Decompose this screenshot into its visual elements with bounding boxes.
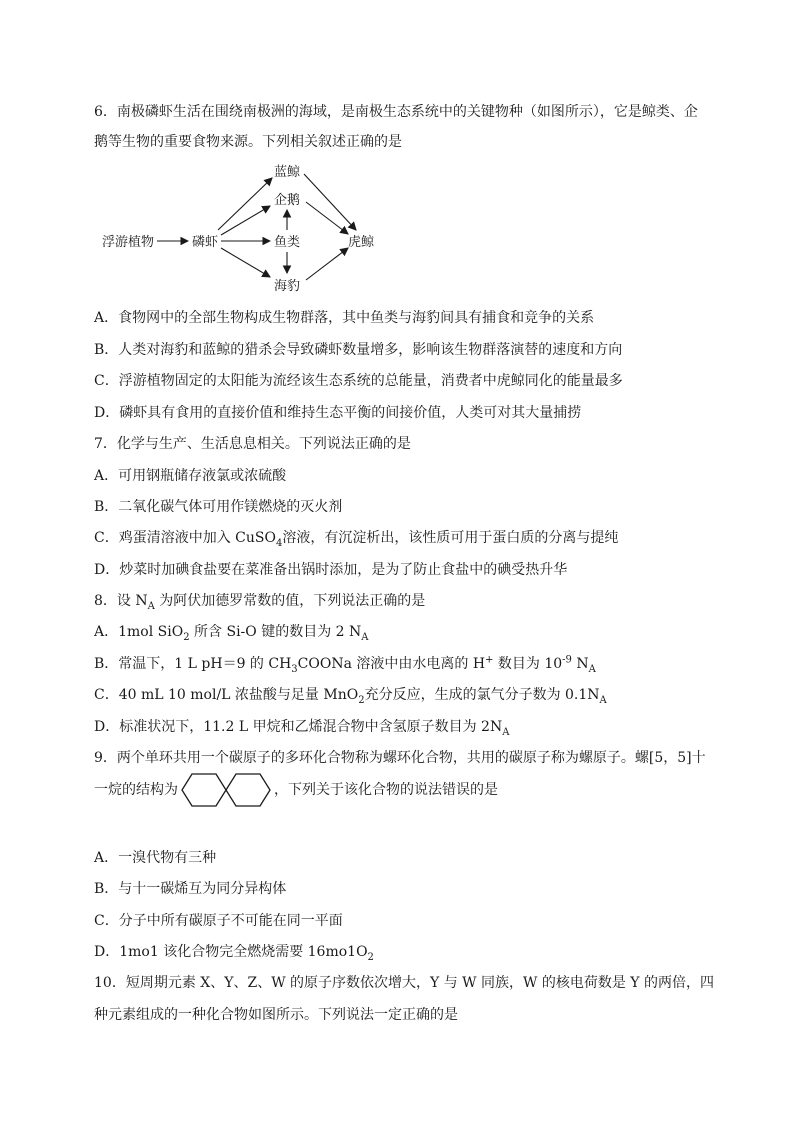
question-6-option-b: B．人类对海豹和蓝鲸的猎杀会导致磷虾数量增多，影响该生物群落演替的速度和方向 bbox=[94, 342, 623, 358]
q8b-mid2: 数目为 10 bbox=[493, 656, 563, 672]
question-8-option-c bbox=[94, 685, 734, 705]
q8b-pre: B．常温下，1 L pH＝9 的 CH bbox=[94, 656, 292, 672]
question-7-option-d: D．炒菜时加碘食盐要在菜准备出锅时添加，是为了防止食盐中的碘受热升华 bbox=[94, 562, 568, 578]
q8b-sup1: + bbox=[485, 654, 494, 666]
q9d-sub: 2 bbox=[367, 951, 374, 963]
question-9-line-1: 9．两个单环共用一个碳原子的多环化合物称为螺环化合物，共用的碳原子称为螺原子。螺[5，5]十 bbox=[94, 750, 706, 766]
question-6-line-1: 6．南极磷虾生活在围绕南极洲的海域，是南极生态系统中的关键物种（如图所示），它是鲸类、企 bbox=[94, 104, 698, 120]
spiro-undecane-structure bbox=[180, 772, 272, 808]
q8b-sup2: -9 bbox=[562, 654, 572, 666]
node-seal: 海豹 bbox=[274, 279, 301, 294]
node-penguin: 企鹅 bbox=[274, 193, 301, 208]
q8-stem-sub: A bbox=[147, 600, 155, 612]
question-8-option-d bbox=[94, 717, 734, 737]
q7c-post: 溶液，有沉淀析出，该性质可用于蛋白质的分离与提纯 bbox=[282, 530, 619, 546]
question-9-option-a: A．一溴代物有三种 bbox=[94, 850, 217, 866]
q8b-sub2: A bbox=[588, 663, 596, 675]
arrow-penguin-orca bbox=[306, 202, 348, 234]
question-10-line-1: 10．短周期元素 X、Y、Z、W 的原子序数依次增大，Y 与 W 同族，W 的核电荷数是 Y 的两倍，四 bbox=[94, 975, 715, 991]
question-9-option-b: B．与十一碳烯互为同分异构体 bbox=[94, 881, 287, 897]
q8d-pre: D．标准状况下，11.2 L 甲烷和乙烯混合物中含氢原子数目为 2N bbox=[94, 719, 503, 735]
q8a-sub2: A bbox=[361, 631, 369, 643]
question-7-option-a: A．可用钢瓶储存液氯或浓硫酸 bbox=[94, 468, 287, 484]
node-blue-whale: 蓝鲸 bbox=[274, 165, 301, 180]
question-7-option-c bbox=[94, 528, 734, 548]
q8b-mid1: COONa 溶液中由水电离的 H bbox=[297, 656, 486, 672]
arrow-bluewhale-orca bbox=[304, 174, 356, 230]
question-6-option-d: D．磷虾具有食用的直接价值和维持生态平衡的间接价值，人类可对其大量捕捞 bbox=[94, 405, 582, 421]
q8a-pre: A．1mol SiO bbox=[94, 624, 184, 640]
question-6-option-a: A．食物网中的全部生物构成生物群落，其中鱼类与海豹间具有捕食和竞争的关系 bbox=[94, 310, 595, 326]
right-hexagon bbox=[226, 774, 270, 806]
q7c-sub: 4 bbox=[275, 537, 283, 549]
q9d-pre: D．1mo1 该化合物完全燃烧需要 16mo1O bbox=[94, 944, 368, 960]
question-8-option-a bbox=[94, 622, 734, 642]
question-10-line-2: 种元素组成的一种化合物如图所示。下列说法一定正确的是 bbox=[94, 1007, 458, 1023]
q9-line2-pre: 一烷的结构为 bbox=[94, 782, 178, 798]
q8d-sub: A bbox=[502, 726, 510, 738]
food-web-diagram bbox=[94, 160, 394, 300]
node-plankton: 浮游植物 bbox=[102, 235, 155, 250]
q8b-sub1: 3 bbox=[291, 663, 298, 675]
q8c-sub2: A bbox=[599, 694, 607, 706]
question-9-line-2 bbox=[94, 772, 734, 808]
node-orca: 虎鲸 bbox=[348, 235, 375, 250]
q8b-mid3: N bbox=[571, 656, 589, 672]
q8c-sub1: 2 bbox=[358, 694, 365, 706]
arrow-krill-seal bbox=[221, 248, 270, 277]
node-krill: 磷虾 bbox=[192, 235, 219, 250]
question-9-option-c: C．分子中所有碳原子不可能在同一平面 bbox=[94, 913, 343, 929]
node-fish: 鱼类 bbox=[274, 235, 301, 250]
q8a-mid: 所含 Si-O 键的数目为 2 N bbox=[189, 624, 362, 640]
question-9-option-d bbox=[94, 942, 734, 962]
q8-stem-pre: 8．设 N bbox=[94, 593, 148, 609]
left-hexagon bbox=[182, 774, 226, 806]
question-6-line-2: 鹅等生物的重要食物来源。下列相关叙述正确的是 bbox=[94, 134, 402, 150]
question-8-stem bbox=[94, 591, 734, 611]
q8c-mid: 充分反应，生成的氯气分子数为 0.1N bbox=[364, 687, 600, 703]
q8-stem-post: 为阿伏加德罗常数的值，下列说法正确的是 bbox=[154, 593, 426, 609]
question-8-option-b bbox=[94, 654, 734, 674]
arrow-seal-orca bbox=[306, 248, 348, 280]
question-6-option-c: C．浮游植物固定的太阳能为流经该生态系统的总能量，消费者中虎鲸同化的能量最多 bbox=[94, 373, 623, 389]
q8a-sub1: 2 bbox=[183, 631, 190, 643]
arrow-krill-bluewhale bbox=[218, 178, 272, 230]
q9-line2-post: ，下列关于该化合物的说法错误的是 bbox=[274, 782, 498, 798]
question-7-option-b: B．二氧化碳气体可用作镁燃烧的灭火剂 bbox=[94, 499, 343, 515]
question-7-stem: 7．化学与生产、生活息息相关。下列说法正确的是 bbox=[94, 436, 411, 452]
q7c-pre: C．鸡蛋清溶液中加入 CuSO bbox=[94, 530, 276, 546]
q8c-pre: C．40 mL 10 mol/L 浓盐酸与足量 MnO bbox=[94, 687, 359, 703]
